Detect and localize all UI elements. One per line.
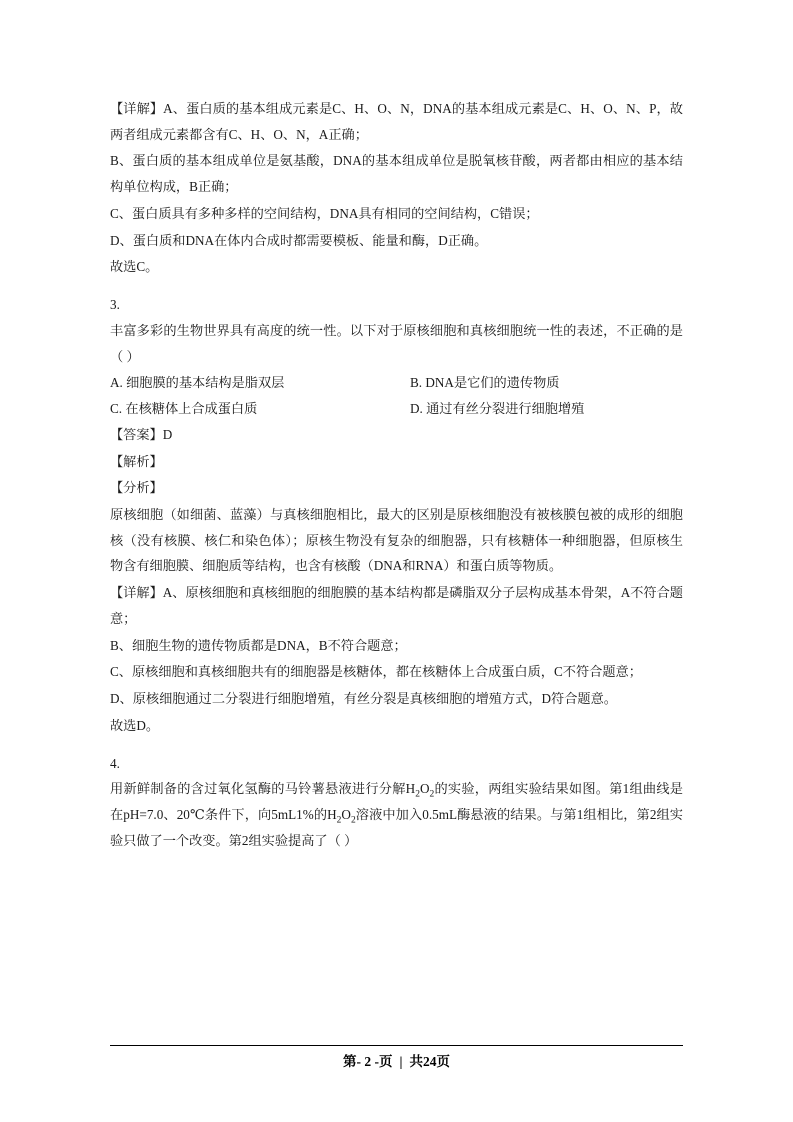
paragraph-detail-b: B、蛋白质的基本组成单位是氨基酸，DNA的基本组成单位是脱氧核苷酸，两者都由相应的基本结构单位构成，B正确； [110,153,683,195]
paragraph-answer-choice: 故选C。 [110,259,159,275]
question-number-4: 4. [110,755,120,771]
option-d[interactable]: D. 通过有丝分裂进行细胞增殖 [410,401,585,417]
option-c[interactable]: C. 在核糖体上合成蛋白质 [110,401,258,417]
conclusion-3: 故选D。 [110,717,160,733]
detail-3-b: B、细胞生物的遗传物质都是DNA，B不符合题意； [110,637,407,653]
parse-label-3: 【分析】 [110,480,163,496]
spacer [110,281,683,292]
footer-total-label: 共24页 [409,1054,450,1069]
option-a[interactable]: A. 细胞膜的基本结构是脂双层 [110,375,285,391]
paragraph-detail-a: 【详解】A、蛋白质的基本组成元素是C、H、O、N，DNA的基本组成元素是C、H、O、N、P，故两者组成元素都含有C、H、O、N，A正确； [110,101,683,142]
paragraph-detail-c: C、蛋白质具有多种多样的空间结构，DNA具有相同的空间结构，C错误； [110,205,539,221]
question-3-options-row-2 [110,396,683,422]
analysis-text-3: 原核细胞（如细菌、蓝藻）与真核细胞相比，最大的区别是原核细胞没有被核膜包被的成形的细胞核（没有核膜、核仁和染色体）；原核生物没有复杂的细胞器，只有核糖体一种细胞器，但原核生物含有细胞膜、细胞质等结构，也含有核酸（DNA和RNA）和蛋白质等物质。 [110,507,683,574]
document-body [110,96,683,854]
paragraph-detail-d: D、蛋白质和DNA在体内合成时都需要模板、能量和酶，D正确。 [110,232,488,248]
page-footer [110,1050,683,1070]
answer-label-3: 【答案】D [110,426,173,442]
footer-page-label: 第- 2 -页 [343,1054,393,1069]
question-4-stem: 用新鲜制备的含过氧化氢酶的马铃薯悬液进行分解$H_2O_2$的实验，两组实验结果如图。第1组曲线是在pH=7.0、20℃条件下，向5mL1%的$H_2O_2$溶液中加入0.5mL酶悬液的结果。与第1组相比，第2组实验只做了一个改变。第2组实验提高了（ ） [110,781,683,848]
question-3-stem: 丰富多彩的生物世界具有高度的统一性。以下对于原核细胞和真核细胞统一性的表述，不正确的是（ ） [110,322,683,364]
detail-3-c: C、原核细胞和真核细胞共有的细胞器是核糖体，都在核糖体上合成蛋白质，C不符合题意； [110,664,642,680]
detail-3-d: D、原核细胞通过二分裂进行细胞增殖，有丝分裂是真核细胞的增殖方式，D符合题意。 [110,691,617,707]
question-3-options-row-1 [110,370,683,396]
option-b[interactable]: B. DNA是它们的遗传物质 [410,375,560,391]
spacer [110,740,683,751]
analysis-label-3: 【解析】 [110,453,163,469]
footer-divider [110,1045,683,1046]
detail-3-a: 【详解】A、原核细胞和真核细胞的细胞膜的基本结构都是磷脂双分子层构成基本骨架，A不符合题意； [110,585,683,626]
footer-separator: | [399,1054,403,1069]
question-number-3: 3. [110,297,120,313]
